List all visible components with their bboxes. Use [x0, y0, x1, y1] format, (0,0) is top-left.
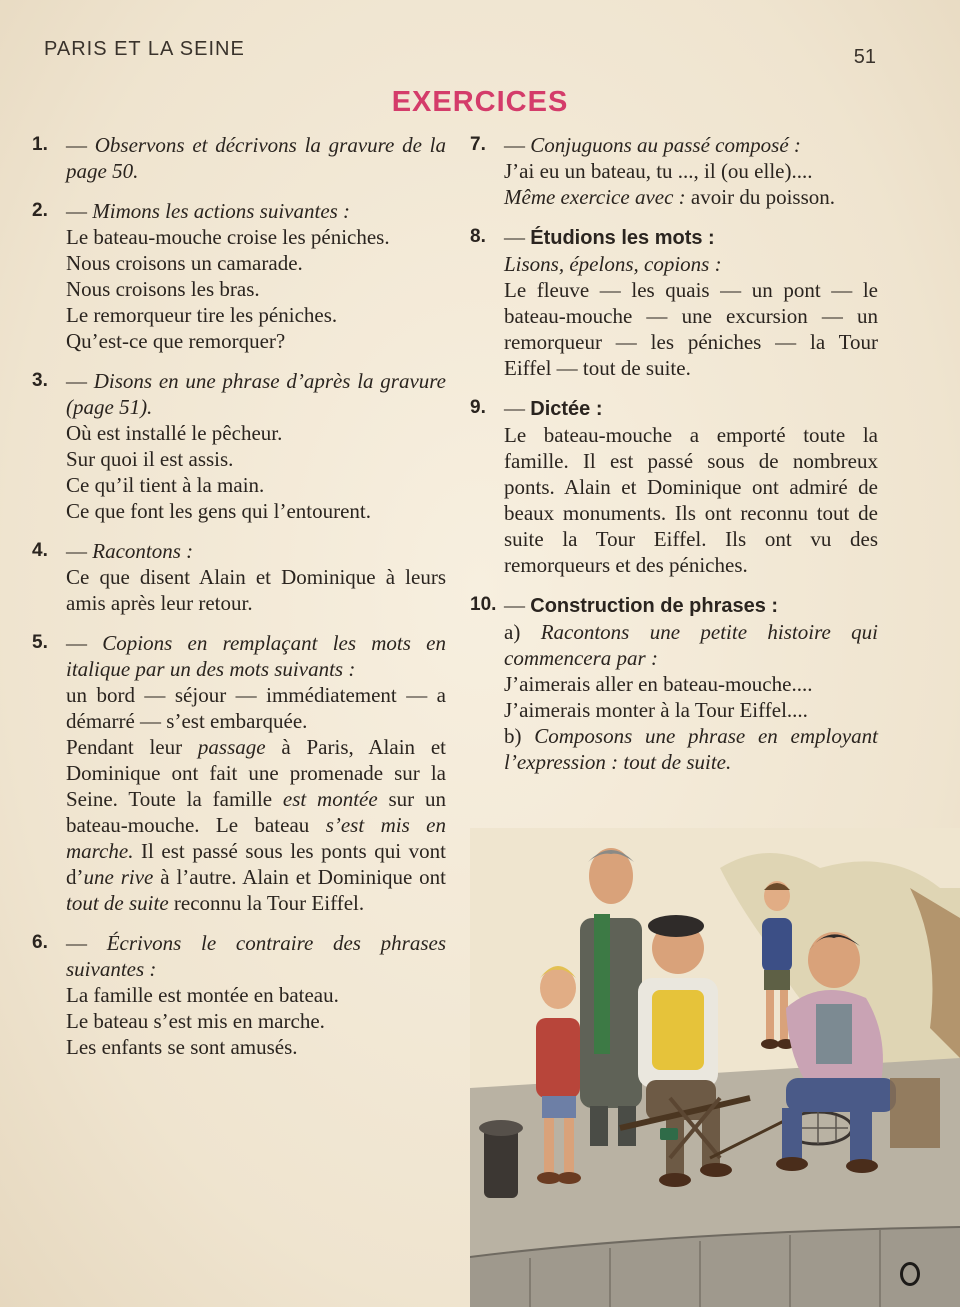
exercise-line: Sur quoi il est assis.	[66, 447, 234, 471]
exercise-prompt: Observons et décrivons la gravure de la page 50.	[66, 133, 447, 183]
left-column	[32, 132, 446, 1074]
running-head: PARIS ET LA SEINE	[44, 38, 245, 60]
exercise-dash: —	[66, 133, 95, 157]
exercise-dash: —	[66, 369, 94, 393]
exercise-9-head	[470, 395, 878, 422]
exercise-line: Le bateau s’est mis en marche.	[66, 1009, 325, 1033]
exercise-10-head	[470, 592, 878, 619]
exercise-dash: —	[66, 931, 107, 955]
exercise-prompt: Étudions les mots :	[530, 227, 715, 249]
exercise-word-list: un bord — séjour — immédiatement — a démarré — s’est embarquée.	[66, 683, 446, 733]
exercise-word-list: Le fleuve — les quais — un pont — le bateau-mouche — une excursion — un remorqueur — les péniches — la Tour Eiffel — tout de suite.	[504, 278, 878, 380]
exercise-1-head	[32, 132, 446, 184]
bait-tin	[660, 1128, 678, 1140]
exercise-prompt: Racontons :	[92, 539, 194, 563]
passage-italic: est montée	[282, 787, 378, 811]
exercise-line: Ce qu’il tient à la main.	[66, 473, 265, 497]
exercise-line: La famille est montée en bateau.	[66, 983, 339, 1007]
part-label: a)	[504, 620, 541, 644]
exercise-3-head	[32, 368, 446, 420]
part-text: Racontons une petite histoire qui commencera par :	[504, 620, 878, 670]
exercise-number: 7.	[470, 134, 486, 155]
exercise-dash: —	[504, 396, 531, 420]
exercise-line: Ce que disent Alain et Dominique à leurs amis après leur retour.	[66, 565, 446, 615]
exercise-line-italic: Même exercice avec :	[504, 185, 686, 209]
exercise-dash: —	[66, 539, 93, 563]
exercise-line: Ce que font les gens qui l’entourent.	[66, 499, 372, 523]
right-column	[470, 132, 878, 789]
exercise-subprompt: Lisons, épelons, copions :	[504, 252, 722, 276]
passage-italic: tout de suite	[66, 891, 169, 915]
exercise-6	[32, 930, 446, 1060]
passage-text: à Paris, Alain et Dominique ont fait une promenade sur la Seine. Toute la famille	[66, 735, 446, 811]
passage-text: Il est passé sous les ponts qui vont d’	[66, 839, 446, 889]
passage-text: Pendant leur	[66, 735, 198, 759]
corner-ring-mark	[900, 1262, 920, 1286]
exercise-line: Le bateau-mouche croise les péniches.	[66, 225, 390, 249]
exercise-line: Le remorqueur tire les péniches.	[66, 303, 338, 327]
passage-text: reconnu la Tour Eiffel.	[168, 891, 365, 915]
exercise-number: 2.	[32, 200, 48, 221]
exercise-line: J’aimerais aller en bateau-mouche....	[504, 672, 813, 696]
exercise-line: J’ai eu un bateau, tu ..., il (ou elle)....	[504, 159, 813, 183]
page-number: 51	[853, 46, 876, 68]
exercise-number: 8.	[470, 226, 486, 247]
exercise-4-head	[32, 538, 446, 564]
exercise-dash: —	[66, 199, 93, 223]
exercise-line-text: avoir du poisson.	[685, 185, 835, 209]
exercise-1	[32, 132, 446, 184]
exercise-line: Qu’est-ce que remorquer?	[66, 329, 286, 353]
exercise-prompt: Écrivons le contraire des phrases suivantes :	[66, 931, 447, 981]
fisherman-illustration	[470, 828, 960, 1307]
exercise-part-b	[470, 723, 878, 775]
exercise-prompt: Disons en une phrase d’après la gravure (page 51).	[66, 369, 446, 419]
exercise-prompt: Mimons les actions suivantes :	[92, 199, 351, 223]
section-title: EXERCICES	[391, 86, 569, 118]
dictation-text: Le bateau-mouche a emporté toute la famille. Il est passé sous de nombreux ponts. Alain et Dominique ont admiré de beaux monuments. Ils ont reconnu tout de suite la Tour Eiffel. Ils ont vu des remorqueurs et des péniches.	[504, 423, 878, 577]
exercise-line: Nous croisons les bras.	[66, 277, 260, 301]
exercise-number: 3.	[32, 370, 48, 391]
exercise-number: 9.	[470, 397, 486, 418]
exercise-dash: —	[504, 593, 531, 617]
exercise-5	[32, 630, 446, 916]
part-text: Composons une phrase en employant l’expression : tout de suite.	[504, 724, 878, 774]
exercise-2	[32, 198, 446, 354]
exercise-dash: —	[66, 631, 103, 655]
passage-text: sur un bateau-mouche. Le bateau	[66, 787, 446, 837]
exercise-number: 1.	[32, 134, 48, 155]
passage-italic: une rive	[83, 865, 154, 889]
exercise-2-head	[32, 198, 446, 224]
exercise-prompt: Conjuguons au passé composé :	[530, 133, 801, 157]
exercise-prompt: Construction de phrases :	[530, 595, 779, 617]
passage-italic: s’est mis en marche.	[66, 813, 446, 863]
exercise-10	[470, 592, 878, 775]
exercise-line: Nous croisons un camarade.	[66, 251, 303, 275]
exercise-5-head	[32, 630, 446, 682]
exercise-line: Les enfants se sont amusés.	[66, 1035, 298, 1059]
exercise-8	[470, 224, 878, 381]
part-label: b)	[504, 724, 535, 748]
bollard	[479, 1120, 523, 1198]
exercise-passage	[32, 734, 446, 916]
exercise-part-a	[470, 619, 878, 671]
passage-text: à l’autre. Alain et Dominique ont	[153, 865, 446, 889]
exercise-dash: —	[504, 225, 531, 249]
exercise-number: 5.	[32, 632, 48, 653]
exercise-number: 10.	[470, 594, 497, 615]
exercise-3	[32, 368, 446, 524]
exercise-prompt: Dictée :	[530, 398, 603, 420]
exercise-8-head	[470, 224, 878, 251]
exercise-7-head	[470, 132, 878, 158]
exercise-6-head	[32, 930, 446, 982]
exercise-9	[470, 395, 878, 578]
passage-italic: passage	[197, 735, 266, 759]
exercise-prompt: Copions en remplaçant les mots en italique par un des mots suivants :	[66, 631, 446, 681]
exercise-line: Où est installé le pêcheur.	[66, 421, 283, 445]
exercise-dash: —	[504, 133, 531, 157]
exercise-number: 6.	[32, 932, 48, 953]
exercise-line: J’aimerais monter à la Tour Eiffel....	[504, 698, 808, 722]
exercise-7	[470, 132, 878, 210]
exercise-4	[32, 538, 446, 616]
exercise-number: 4.	[32, 540, 48, 561]
exercise-line	[470, 184, 878, 210]
